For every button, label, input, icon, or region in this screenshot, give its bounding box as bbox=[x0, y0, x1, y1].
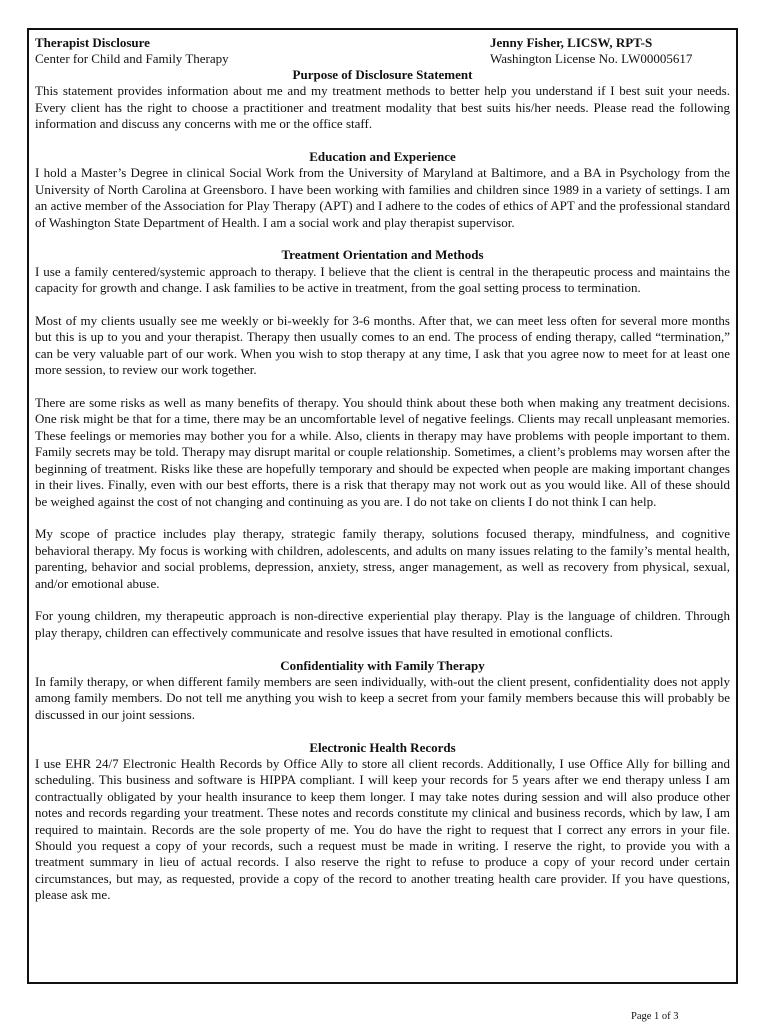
paragraph-treatment-3: There are some risks as well as many benefits of therapy. You should think about these both when making any treatment decisions. One risk might be that for a time, there may be an uncomfortable level of negative feelings. Clients may recall unpleasant memories. These feelings or memories may bother you for a while. Also, clients in therapy may have problems with people important to them. Family secrets may be told. Therapy may disrupt marital or couple relationship. Sometimes, a client’s problems may worsen after the beginning of treatment. Risks like these are hopefully temporary and should be expected when people are making important changes in their lives. Finally, even with our best efforts, there is a risk that therapy may not work out as you would like. All of these should be weighed against the cost of not changing and continuing as you are. I do not take on clients I do not think I can help. bbox=[35, 395, 730, 509]
section-heading-ehr: Electronic Health Records bbox=[309, 739, 456, 755]
paragraph-treatment-4: My scope of practice includes play therapy, strategic family therapy, solutions focused therapy, mindfulness, and cognitive behavioral therapy. My focus is working with children, adolescents, and adults on many issues relating to the family’s mental health, parenting, behavior and social problems, depression, anxiety, stress, anger management, as well as recovery from physical, sexual, and/or emotional abuse. bbox=[35, 526, 730, 591]
license-number: Washington License No. LW00005617 bbox=[490, 51, 693, 66]
header-right bbox=[490, 35, 730, 67]
document-title: Therapist Disclosure bbox=[35, 35, 150, 50]
paragraph-confidentiality: In family therapy, or when different family members are seen individually, with-out the client present, confidentiality does not apply among family members. Do not tell me anything you wish to keep a secret from your family members because this will probably be discussed in our joint sessions. bbox=[35, 673, 730, 722]
section-heading-education: Education and Experience bbox=[309, 149, 456, 165]
document-page bbox=[27, 28, 738, 984]
page-number: Page 1 of 3 bbox=[631, 1011, 679, 1022]
section-heading-purpose: Purpose of Disclosure Statement bbox=[292, 67, 473, 82]
paragraph-purpose: This statement provides information about me and my treatment methods to better help you understand if I best suit your needs. Every client has the right to choose a practitioner and treatment modality that best suits his/her needs. Please read the following information and discuss any concerns with me or the office staff. bbox=[35, 83, 730, 132]
paragraph-education: I hold a Master’s Degree in clinical Social Work from the University of Maryland at Baltimore, and a BA in Psychology from the University of North Carolina at Greensboro. I have been working with families and children since 1989 in a variety of settings. I am an active member of the Association for Play Therapy (APT) and I adhere to the codes of ethics of APT and the professional standard of Washington State Department of Health. I am a social work and play therapist supervisor. bbox=[35, 165, 730, 230]
paragraph-treatment-1: I use a family centered/systemic approach to therapy. I believe that the client is central in the therapeutic process and maintains the capacity for growth and change. I ask families to be active in treatment, from the goal setting process to termination. bbox=[35, 263, 730, 296]
header-left bbox=[35, 35, 229, 67]
section-heading-treatment: Treatment Orientation and Methods bbox=[281, 247, 484, 263]
paragraph-treatment-2: Most of my clients usually see me weekly or bi-weekly for 3-6 months. After that, we can meet less often for several more months but this is up to you and your therapist. Therapy then usually comes to an end. The process of ending therapy, called “termination,” can be very valuable part of our work. When you wish to stop therapy at any time, I ask that you agree now to meet for at least one more session, to review our work together. bbox=[35, 313, 730, 378]
organization-name: Center for Child and Family Therapy bbox=[35, 51, 229, 66]
paragraph-treatment-5: For young children, my therapeutic approach is non-directive experiential play therapy. Play is the language of children. Through play therapy, children can effectively communicate and resolve issues that have resulted in emotional conflicts. bbox=[35, 608, 730, 640]
paragraph-ehr: I use EHR 24/7 Electronic Health Records by Office Ally to store all client records. Additionally, I use Office Ally for billing and scheduling. This business and software is HIPPA compliant. I will keep your records for 5 years after we end therapy unless I am contractually obligated by your health insurance to keep them longer. I may take notes during session and will also produce other notes and records regarding your treatment. These notes and records constitute my clinical and business records, which by law, I am required to maintain. Records are the sole property of me. You do have the right to request that I correct any errors in your file. Should you request a copy of your records, such a request must be made in writing. I reserve the right, to provide you with a treatment summary in lieu of actual records. I also reserve the right to refuse to produce a copy of your record under certain circumstances, but may, as requested, provide a copy of the record to another treating health care provider. If you have questions, please ask me. bbox=[35, 755, 730, 903]
section-heading-confidentiality: Confidentiality with Family Therapy bbox=[280, 657, 485, 673]
document-header bbox=[35, 35, 730, 67]
therapist-name: Jenny Fisher, LICSW, RPT-S bbox=[490, 35, 653, 50]
